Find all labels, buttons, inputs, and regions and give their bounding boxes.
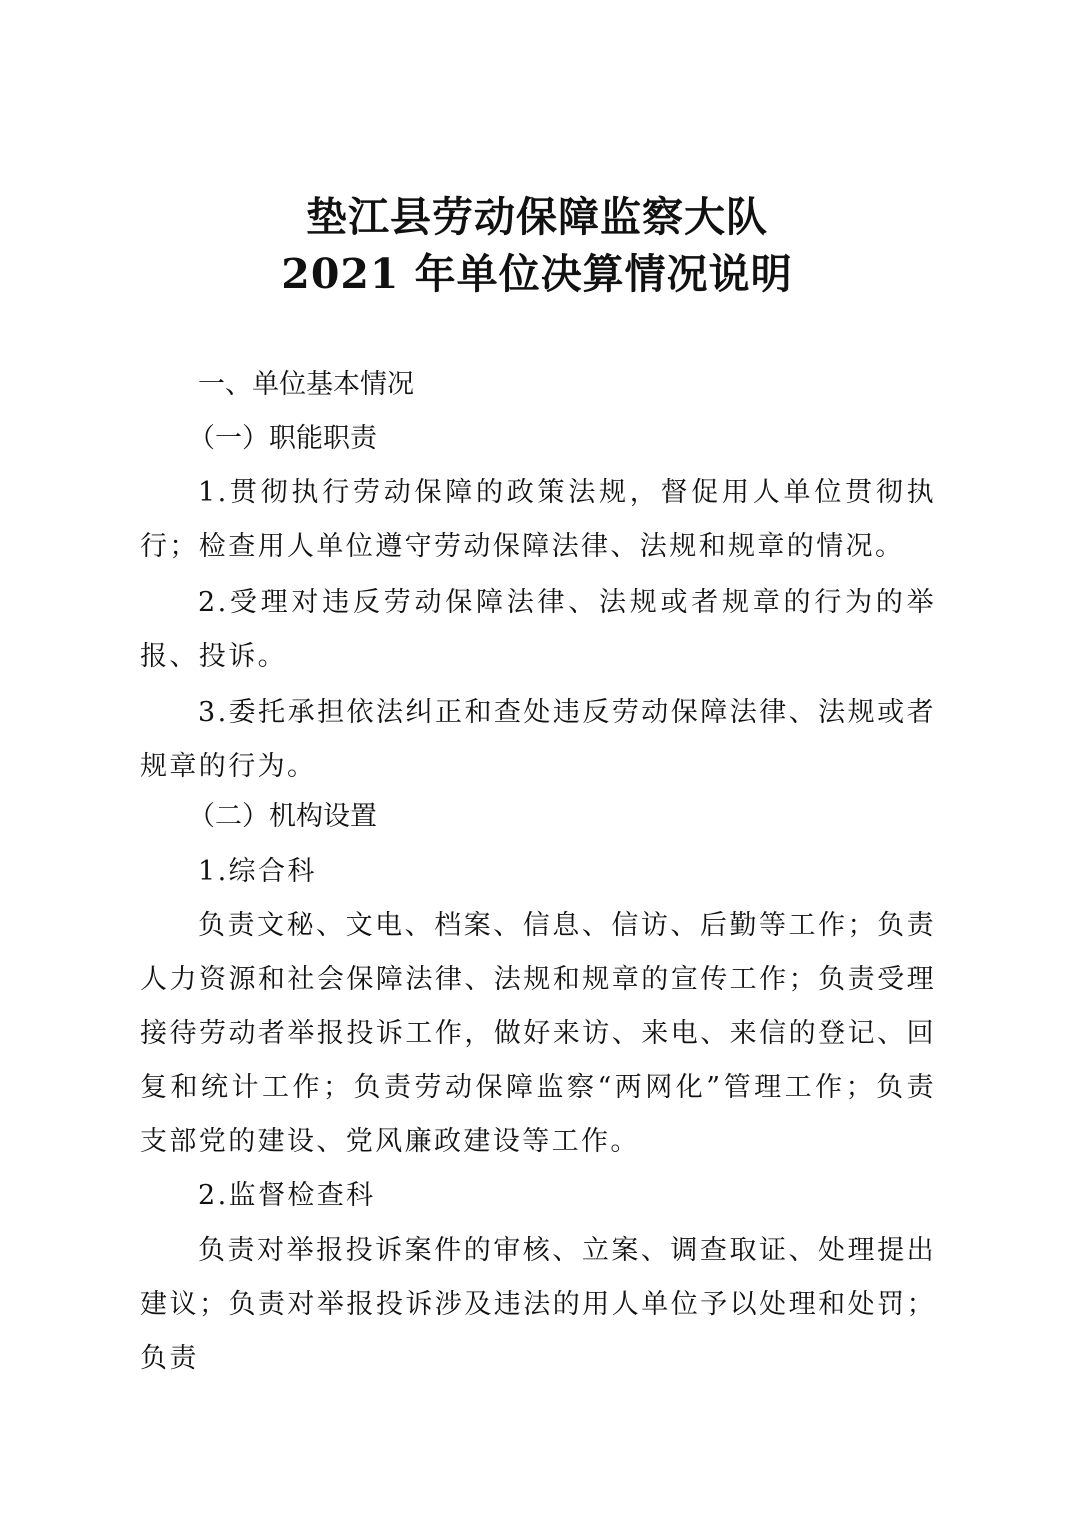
duty-item-1: 1.贯彻执行劳动保障的政策法规，督促用人单位贯彻执行；检查用人单位遵守劳动保障法律、法规和规章的情况。 [140,477,936,562]
department-desc-1: 负责文秘、文电、档案、信息、信访、后勤等工作；负责人力资源和社会保障法律、法规和规章的宣传工作；负责受理接待劳动者举报投诉工作，做好来访、来电、来信的登记、回复和统计工作；负责劳动保障监察“两网化”管理工作；负责支部党的建设、党风廉政建设等工作。 [140,910,936,1157]
subsection-heading-organization: （二）机构设置 [188,801,377,832]
duty-item-2: 2.受理对违反劳动保障法律、法规或者规章的行为的举报、投诉。 [140,587,936,672]
department-name-2: 2.监督检查科 [198,1180,376,1211]
document-title-line1: 垫江县劳动保障监察大队 [306,193,768,241]
department-name-1: 1.综合科 [198,856,317,887]
document-title-line2: 2021 年单位决算情况说明 [281,250,793,298]
department-desc-2: 负责对举报投诉案件的审核、立案、调查取证、处理提出建议；负责对举报投诉涉及违法的用人单位予以处理和处罚；负责 [140,1235,936,1374]
section-heading-basic-info: 一、单位基本情况 [198,369,414,400]
subsection-heading-duties: （一）职能职责 [188,423,377,454]
duty-item-3: 3.委托承担依法纠正和查处违反劳动保障法律、法规或者规章的行为。 [140,697,936,782]
